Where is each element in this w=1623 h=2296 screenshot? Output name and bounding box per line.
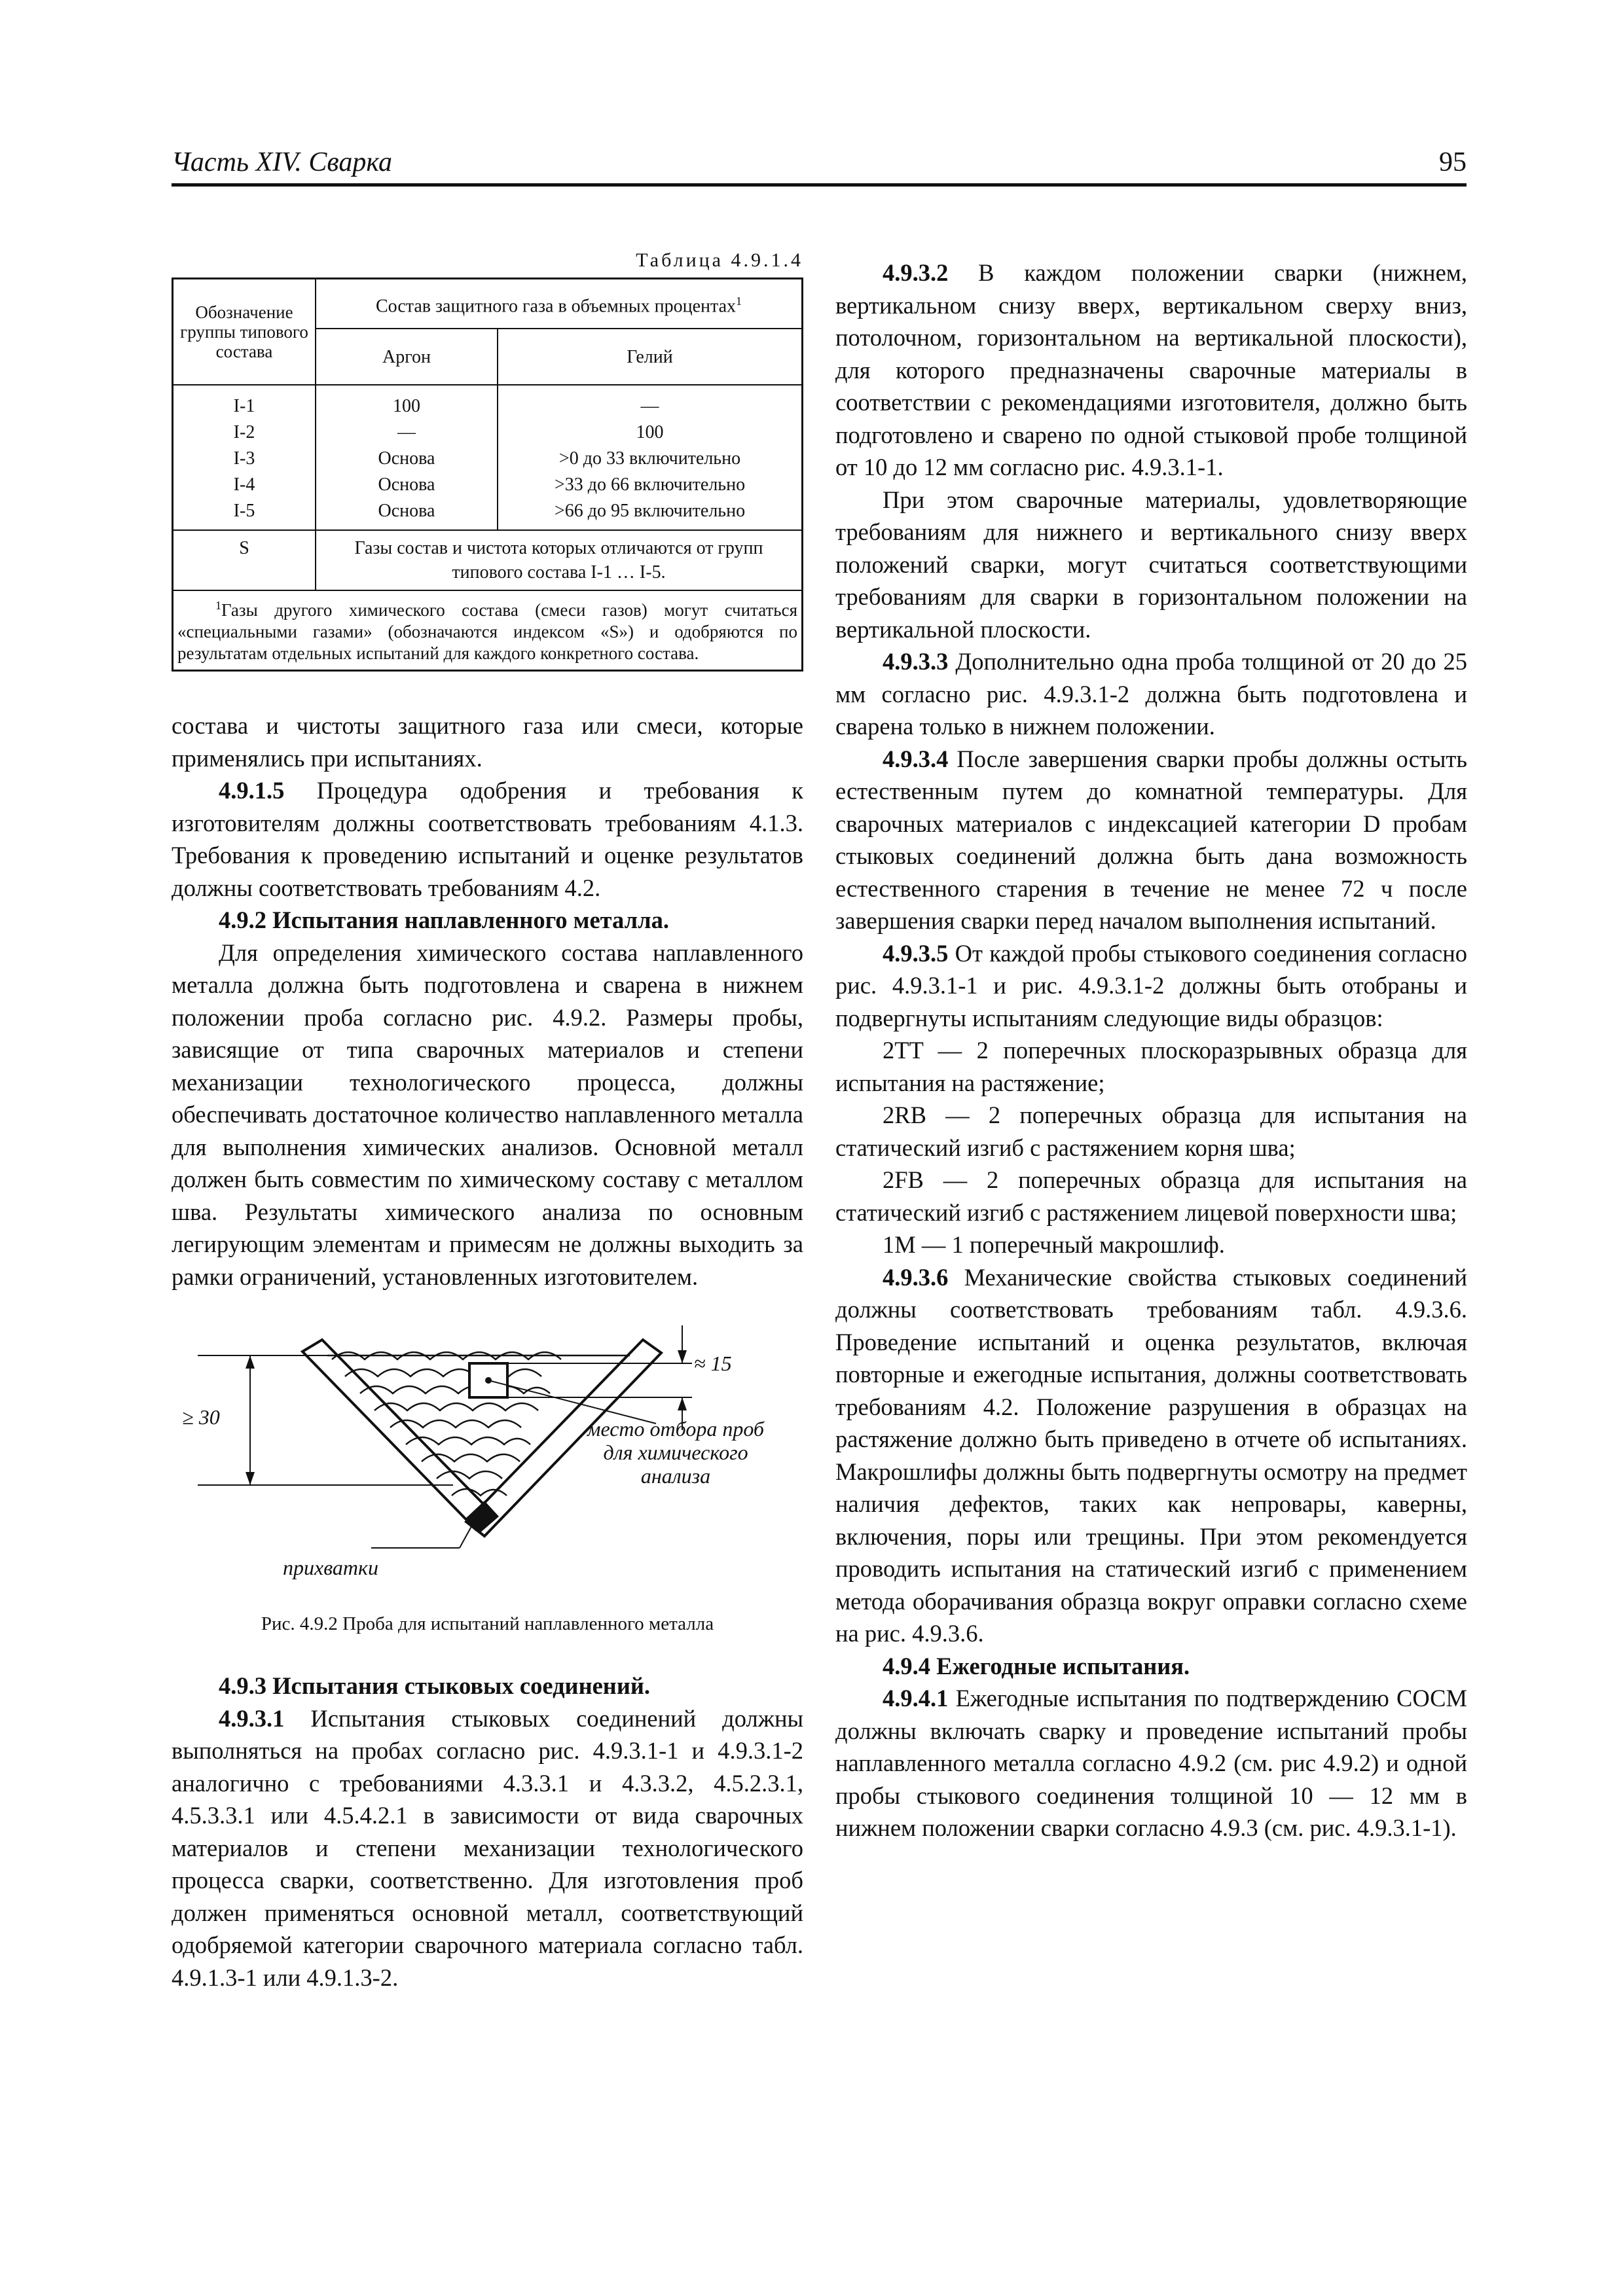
- list-item: 2FB — 2 поперечных образца для испытания на статический изгиб с растяжением лицевой поверхности шва;: [835, 1166, 1467, 1226]
- table-cell: Основа: [378, 501, 435, 521]
- table-cell: I-2: [233, 422, 255, 442]
- table-cell: Основа: [378, 475, 435, 495]
- paragraph: состава и чистоты защитного газа или смеси, которые применялись при испытаниях.: [172, 712, 803, 772]
- list-item: 2TT — 2 поперечных плоскоразрывных образца для испытания на растяжение;: [835, 1037, 1467, 1096]
- header-title: Часть XIV. Сварка: [172, 147, 392, 177]
- table-caption: Таблица 4.9.1.4: [636, 249, 803, 271]
- sample-place-label: место отбора проб для химического анализа: [587, 1417, 764, 1488]
- table-cell: >33 до 66 включительно: [554, 475, 746, 495]
- table-cell: Основа: [378, 448, 435, 469]
- table-footnote: $^1$Газы другого химического состава (смеси газов) могут считаться «специальными газами» (обозначаются индексом «S») и одобряются по результатам отдельных испытаний для каждого конкретного состава.: [173, 590, 803, 671]
- paragraph-4-9-3-5: 4.9.3.5 От каждой пробы стыкового соединения согласно рис. 4.9.3.1-1 и рис. 4.9.3.1-2 должны быть отобраны и подвергнуты испытаниям следующие виды образцов:: [835, 939, 1467, 1031]
- table-cell: I-5: [233, 501, 255, 521]
- table-s-text: Газы состав и чистота которых отличаются от групп типового состава I-1 … I-5.: [316, 530, 803, 590]
- table-cell: 100: [393, 396, 420, 416]
- table-cell: I-1: [233, 396, 255, 416]
- paragraph-4-9-3-1: 4.9.3.1 Испытания стыковых соединений должны выполняться на пробах согласно рис. 4.9.3.1-1 и 4.9.3.1-2 аналогично с требованиями 4.3.3.1 и 4.3.3.2, 4.5.2.3.1, 4.5.3.3.1 или 4.5.4.2.1 в зависимости от вида сварочных материалов и степени механизации технологического процесса сварки, соответственно. Для изготовления проб должен применяться основной металл, соответствующий одобряемой категории сварочного материала согласно табл. 4.9.1.3-1 или 4.9.1.3-2.: [172, 1704, 803, 1991]
- page-header: [172, 137, 1467, 187]
- table-cell: I-4: [233, 475, 255, 495]
- section-heading-4-9-2: 4.9.2 Испытания наплавленного металла.: [219, 906, 669, 933]
- paragraph-4-9-3-2: 4.9.3.2 В каждом положении сварки (нижнем, вертикальном снизу вверх, вертикальном сверху вниз, потолочном, горизонтальном на вертикальной плоскости), для которого предназначены сварочные материалы в соответствии с рекомендациями изготовителя, должно быть подготовлено и сварено по одной стыковой пробе толщиной от 10 до 12 мм согласно рис. 4.9.3.1-1.: [835, 259, 1467, 480]
- table-argon-cell: [316, 385, 498, 530]
- paragraph-4-9-3-3: 4.9.3.3 Дополнительно одна проба толщиной от 20 до 25 мм согласно рис. 4.9.3.1-2 должна быть подготовлена и сварена только в нижнем положении.: [835, 648, 1467, 740]
- table-cell: >0 до 33 включительно: [558, 448, 741, 469]
- table-groups-cell: [173, 385, 316, 530]
- table-cell: I-3: [233, 448, 255, 469]
- table-header-composition: Состав защитного газа в объемных процентах$^1$: [316, 279, 803, 329]
- paragraph-4-9-4-1: 4.9.4.1 Ежегодные испытания по подтверждению СОСМ должны включать сварку и проведение испытаний пробы наплавленного металла согласно 4.9.2 (см. рис 4.9.2) и одной пробы стыкового соединения толщиной 10 — 12 мм в нижнем положении сварки согласно 4.9.3 (см. рис. 4.9.3.1-1).: [835, 1685, 1467, 1841]
- list-item: 1M — 1 поперечный макрошлиф.: [883, 1231, 1225, 1258]
- table-header-group: Обозначение группы типового состава: [173, 279, 316, 386]
- dimension-label-15: ≈ 15: [694, 1352, 732, 1375]
- left-column: [172, 249, 803, 1994]
- paragraph-4-9-3-6: 4.9.3.6 Механические свойства стыковых соединений должны соответствовать требованиям табл. 4.9.3.6. Проведение испытаний и оценка результатов, включая повторные и ежегодные испытания, должны соответствовать требованиям 4.2. Положение разрушения в образцах на растяжение должно быть приведено в отчете об испытаниях. Макрошлифы должны быть подвергнуты осмотру на предмет наличия дефектов, таких как непровары, каверны, включения, поры или трещины. При этом рекомендуется проводить испытания на статический изгиб с применением метода оборачивания образца вокруг оправки согласно схеме на рис. 4.9.3.6.: [835, 1263, 1467, 1647]
- page-number: 95: [1439, 147, 1467, 177]
- table-helium-cell: [498, 385, 803, 530]
- list-item: 2RB — 2 поперечных образца для испытания на статический изгиб с растяжением корня шва;: [835, 1102, 1467, 1161]
- table-cell: >66 до 95 включительно: [554, 501, 746, 521]
- section-heading-4-9-4: 4.9.4 Ежегодные испытания.: [883, 1652, 1190, 1679]
- gas-table: [172, 278, 803, 672]
- paragraph: При этом сварочные материалы, удовлетворяющие требованиям для нижнего и вертикального снизу вверх положений сварки, могут считаться соответствующими требованиям для сварки в горизонтальном положении на вертикальной плоскости.: [835, 486, 1467, 643]
- table-cell: 100: [636, 422, 664, 442]
- table-cell: —: [640, 396, 659, 416]
- paragraph: Для определения химического состава наплавленного металла должна быть подготовлена и сварена в нижнем положении проба согласно рис. 4.9.2. Размеры пробы, зависящие от типа сварочных материалов и степени механизации технологического процесса, должны обеспечивать достаточное количество наплавленного металла для выполнения химических анализов. Основной металл должен быть совместим по химическому составу с металлом шва. Результаты химического анализа по основным легирующим элементам и примесям не должны выходить за рамки ограничений, установленных изготовителем.: [172, 939, 803, 1290]
- right-column: [835, 257, 1467, 1844]
- table-header-helium: Гелий: [498, 329, 803, 385]
- left-plate: [302, 1340, 496, 1530]
- table-header-argon: Аргон: [316, 329, 498, 385]
- paragraph-4-9-1-5: 4.9.1.5 Процедура одобрения и требования к изготовителям должны соответствовать требованиям 4.1.3. Требования к проведению испытаний и оценке результатов должны соответствовать требованиям 4.2.: [172, 777, 803, 901]
- table-cell: —: [397, 422, 416, 442]
- tack-weld-label: прихватки: [283, 1556, 378, 1579]
- figure-4-9-2: [172, 1325, 803, 1607]
- figure-caption: Рис. 4.9.2 Проба для испытаний наплавленного металла: [261, 1613, 714, 1634]
- paragraph-4-9-3-4: 4.9.3.4 После завершения сварки пробы должны остыть естественным путем до комнатной температуры. Для сварочных материалов с индексацией категории D пробам стыковых соединений должна быть дана возможность естественного старения в течение не менее 72 ч после завершения сварки перед началом выполнения испытаний.: [835, 745, 1467, 934]
- table-s-group: S: [173, 530, 316, 590]
- dimension-label-30: ≥ 30: [182, 1405, 220, 1429]
- section-heading-4-9-3: 4.9.3 Испытания стыковых соединений.: [219, 1672, 651, 1699]
